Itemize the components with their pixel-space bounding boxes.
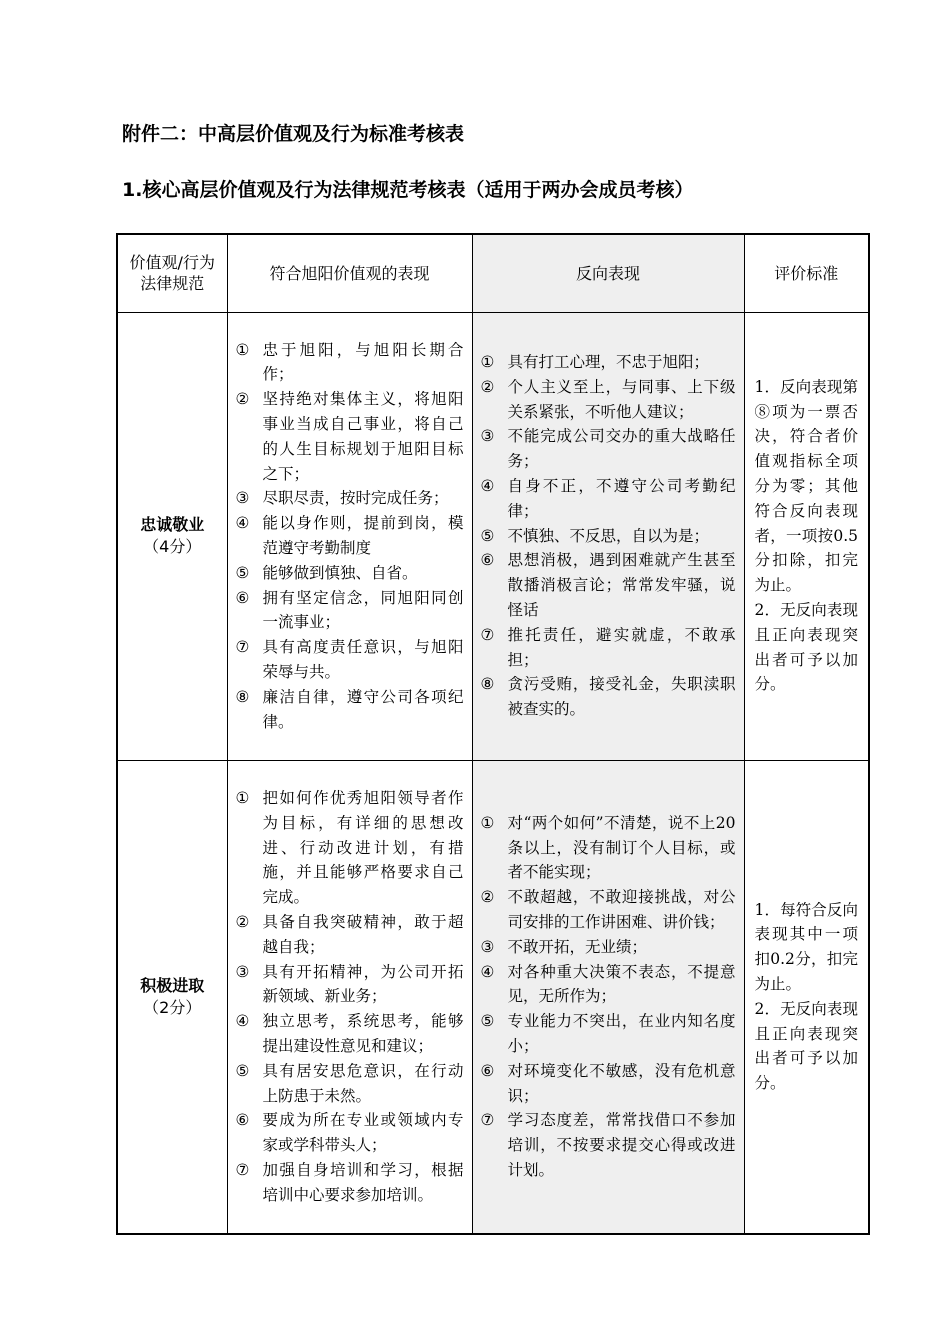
item-text: 具有居安思危意识，在行动上防患于未然。 — [262, 1061, 464, 1105]
item-text: 坚持绝对集体主义，将旭阳事业当成自己事业，将自己的人生目标规划于旭阳目标之下； — [262, 390, 464, 483]
list-item — [236, 635, 464, 685]
list-item — [236, 910, 464, 960]
item-text: 专业能力不突出，在业内知名度小； — [507, 1012, 736, 1055]
negative-cell — [472, 760, 744, 1234]
item-text: 对各种重大决策不表态，不提意见，无所作为； — [507, 962, 736, 1006]
list-item — [481, 350, 736, 375]
criteria-item: 1．反向表现第⑧项为一票否决，符合者价值观指标全项分为零；其他符合反向表现者，一项按0.5分扣除，扣完为止。 — [754, 377, 858, 595]
table-title: 1.核心高层价值观及行为法律规范考核表（适用于两办会成员考核） — [122, 179, 694, 201]
category-name: 积极进取 — [140, 975, 205, 995]
item-text: 忠于旭阳，与旭阳长期合作； — [262, 340, 464, 384]
item-number: ⑧ — [480, 675, 495, 694]
item-number: ① — [235, 340, 250, 359]
item-text: 尽职尽责，按时完成任务； — [262, 489, 449, 508]
item-number: ② — [480, 377, 495, 396]
item-number: ② — [235, 912, 250, 931]
item-number: ⑦ — [235, 638, 250, 657]
list-item — [236, 511, 464, 561]
list-item — [481, 375, 736, 425]
list-item — [236, 786, 464, 910]
list-item — [236, 685, 464, 735]
attachment-title: 附件二：中高层价值观及行为标准考核表 — [122, 123, 465, 145]
positive-cell — [227, 760, 472, 1234]
category-name: 忠诚敬业 — [140, 515, 205, 534]
item-text: 具有开拓精神，为公司开拓新领域、新业务； — [262, 962, 464, 1006]
item-number: ⑥ — [235, 1111, 250, 1130]
list-item — [236, 1158, 464, 1208]
item-text: 拥有坚定信念，同旭阳同创一流事业； — [262, 588, 464, 632]
criteria-cell — [744, 312, 869, 760]
item-text: 具备自我突破精神，敢于超越自我； — [262, 912, 464, 956]
item-text: 不慎独、不反思，自以为是； — [507, 526, 710, 545]
item-number: ⑥ — [480, 1061, 495, 1080]
positive-cell — [227, 312, 472, 760]
list-item — [481, 935, 736, 960]
list-item — [481, 474, 736, 524]
item-text: 廉洁自律，遵守公司各项纪律。 — [262, 687, 464, 731]
item-number: ③ — [480, 427, 495, 446]
item-text: 要成为所在专业或领域内专家或学科带头人； — [262, 1111, 464, 1155]
item-text: 不能完成公司交办的重大战略任务； — [507, 427, 736, 471]
item-number: ⑤ — [480, 1012, 495, 1031]
item-text: 不敢开拓，无业绩； — [507, 937, 648, 956]
list-item — [236, 1108, 464, 1158]
item-text: 贪污受贿，接受礼金，失职渎职被查实的。 — [507, 675, 736, 719]
item-number: ④ — [235, 514, 250, 533]
category-score: （4分） — [143, 537, 202, 556]
item-number: ⑤ — [235, 563, 250, 582]
item-number: ① — [480, 813, 495, 832]
criteria-text — [745, 369, 869, 703]
list-item — [481, 524, 736, 549]
item-number: ⑤ — [235, 1061, 250, 1080]
criteria-text — [745, 892, 869, 1102]
item-text: 对环境变化不敏感，没有危机意识； — [507, 1061, 736, 1105]
table-header-row — [117, 234, 869, 312]
item-number: ① — [480, 353, 495, 372]
negative-list — [473, 348, 744, 724]
list-item — [481, 424, 736, 474]
item-number: ② — [235, 390, 250, 409]
item-text: 把如何作优秀旭阳领导者作为目标，有详细的思想改进、行动改进计划，有措施，并且能够严格要求自己完成。 — [262, 788, 464, 907]
header-negative: 反向表现 — [472, 234, 744, 312]
item-text: 推托责任，避实就虚，不敢承担； — [507, 625, 736, 669]
item-text: 能以身作则，提前到岗，模范遵守考勤制度 — [262, 514, 464, 557]
item-text: 不敢超越，不敢迎接挑战，对公司安排的工作讲困难、讲价钱； — [507, 888, 736, 931]
list-item — [481, 885, 736, 935]
item-number: ③ — [480, 937, 495, 956]
criteria-item: 1．每符合反向表现其中一项扣0.2分，扣完为止。 — [754, 900, 858, 993]
list-item — [481, 811, 736, 885]
item-number: ⑦ — [480, 1111, 495, 1130]
list-item — [481, 672, 736, 722]
category-score: （2分） — [143, 997, 202, 1017]
list-item — [481, 548, 736, 622]
list-item — [236, 960, 464, 1010]
table-row — [117, 312, 869, 760]
positive-list — [228, 784, 472, 1210]
negative-list — [473, 809, 744, 1185]
item-number: ④ — [480, 962, 495, 981]
item-text: 思想消极，遇到困难就产生甚至散播消极言论；常常发牢骚，说怪话 — [507, 551, 736, 619]
criteria-cell — [744, 760, 869, 1234]
category-cell — [117, 312, 227, 760]
item-text: 具有高度责任意识，与旭阳荣辱与共。 — [262, 638, 464, 681]
negative-cell — [472, 312, 744, 760]
positive-list — [228, 336, 472, 737]
item-number: ② — [480, 888, 495, 907]
list-item — [481, 1059, 736, 1109]
list-item — [236, 1059, 464, 1109]
list-item — [481, 623, 736, 673]
list-item — [236, 387, 464, 486]
table-row — [117, 760, 869, 1234]
item-text: 加强自身培训和学习，根据培训中心要求参加培训。 — [262, 1160, 464, 1204]
item-text: 学习态度差，常常找借口不参加培训，不按要求提交心得或改进计划。 — [507, 1111, 736, 1179]
category-cell — [117, 760, 227, 1234]
list-item — [236, 561, 464, 586]
item-number: ④ — [235, 1012, 250, 1031]
item-number: ⑧ — [235, 687, 250, 706]
list-item — [236, 1009, 464, 1059]
item-number: ⑤ — [480, 526, 495, 545]
item-number: ⑦ — [480, 625, 495, 644]
item-number: ③ — [235, 962, 250, 981]
list-item — [481, 1009, 736, 1059]
item-number: ⑥ — [235, 588, 250, 607]
list-item — [236, 338, 464, 388]
item-text: 自身不正，不遵守公司考勤纪律； — [507, 477, 736, 520]
item-text: 个人主义至上，与同事、上下级关系紧张，不听他人建议； — [507, 377, 736, 421]
item-number: ⑦ — [235, 1160, 250, 1179]
list-item — [481, 960, 736, 1010]
item-text: 独立思考，系统思考，能够提出建设性意见和建议； — [262, 1012, 464, 1055]
item-text: 对“两个如何”不清楚，说不上20条以上，没有制订个人目标，或者不能实现； — [507, 813, 736, 882]
list-item — [481, 1108, 736, 1182]
item-number: ④ — [480, 477, 495, 495]
list-item — [236, 486, 464, 511]
assessment-table — [116, 233, 870, 1235]
header-values-norms: 价值观/行为法律规范 — [117, 234, 227, 312]
item-number: ③ — [235, 489, 250, 508]
header-criteria: 评价标准 — [744, 234, 869, 312]
item-number: ① — [235, 788, 250, 807]
criteria-item: 2．无反向表现且正向表现突出者可予以加分。 — [754, 999, 858, 1093]
criteria-item: 2．无反向表现且正向表现突出者可予以加分。 — [754, 600, 858, 694]
item-text: 能够做到慎独、自省。 — [262, 563, 418, 582]
header-positive: 符合旭阳价值观的表现 — [227, 234, 472, 312]
item-number: ⑥ — [480, 551, 495, 570]
list-item — [236, 586, 464, 636]
item-text: 具有打工心理，不忠于旭阳； — [507, 353, 710, 372]
